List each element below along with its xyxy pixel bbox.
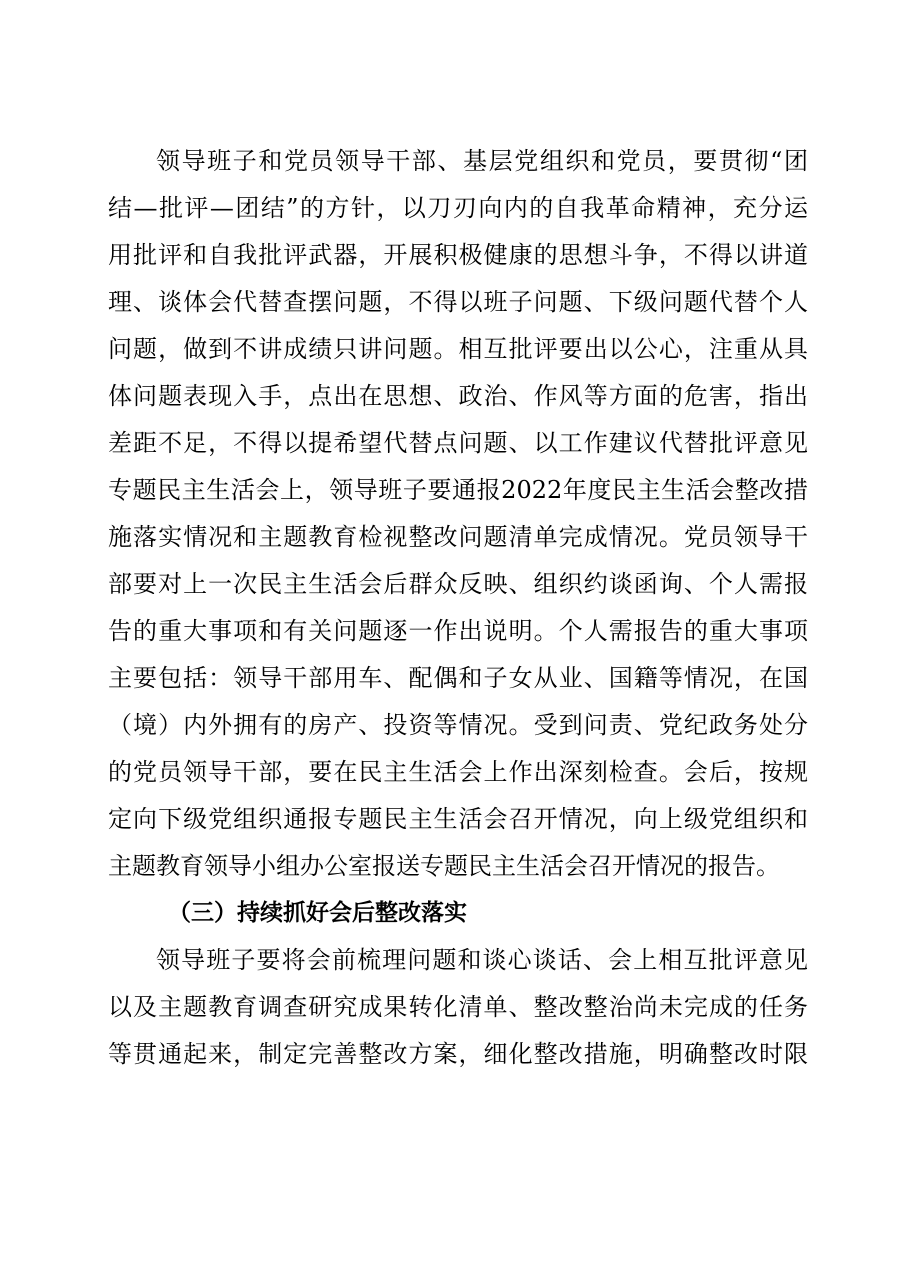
section-heading: （三）持续抓好会后整改落实 — [168, 900, 467, 926]
document-body — [108, 138, 808, 1078]
paragraph-line: 告的重大事项和有关问题逐一作出说明。个人需报告的重大事项 — [108, 617, 808, 645]
paragraph-line: 的党员领导干部，要在民主生活会上作出深刻检查。会后，按规 — [108, 758, 808, 786]
paragraph-line: 领导班子和党员领导干部、基层党组织和党员，要贯彻“团 — [156, 147, 808, 175]
paragraph-line: 主要包括：领导干部用车、配偶和子女从业、国籍等情况，在国 — [108, 664, 808, 692]
paragraph-line: 差距不足，不得以提希望代替点问题、以工作建议代替批评意见 — [108, 429, 808, 457]
paragraph-line: 体问题表现入手，点出在思想、政治、作风等方面的危害，指出 — [108, 382, 808, 410]
paragraph-line: 定向下级党组织通报专题民主生活会召开情况，向上级党组织和 — [108, 805, 808, 833]
paragraph-line: 问题，做到不讲成绩只讲问题。相互批评要出以公心，注重从具 — [108, 335, 808, 363]
paragraph-line: 部要对上一次民主生活会后群众反映、组织约谈函询、个人需报 — [108, 570, 808, 598]
paragraph-line: 施落实情况和主题教育检视整改问题清单完成情况。党员领导干 — [108, 523, 808, 551]
paragraph-line: 主题教育领导小组办公室报送专题民主生活会召开情况的报告。 — [108, 852, 780, 880]
paragraph-line: 结—批评—团结”的方针，以刀刃向内的自我革命精神，充分运 — [108, 194, 808, 222]
paragraph-line: 领导班子要将会前梳理问题和谈心谈话、会上相互批评意见 — [156, 946, 808, 974]
paragraph-line: 等贯通起来，制定完善整改方案，细化整改措施，明确整改时限 — [108, 1040, 808, 1068]
paragraph-line: 专题民主生活会上，领导班子要通报2022年度民主生活会整改措 — [108, 476, 808, 504]
paragraph-line: 以及主题教育调查研究成果转化清单、整改整治尚未完成的任务 — [108, 993, 808, 1021]
paragraph-line: 用批评和自我批评武器，开展积极健康的思想斗争，不得以讲道 — [108, 241, 808, 269]
paragraph-line: 理、谈体会代替查摆问题，不得以班子问题、下级问题代替个人 — [108, 288, 808, 316]
paragraph-line: （境）内外拥有的房产、投资等情况。受到问责、党纪政务处分 — [108, 711, 808, 739]
